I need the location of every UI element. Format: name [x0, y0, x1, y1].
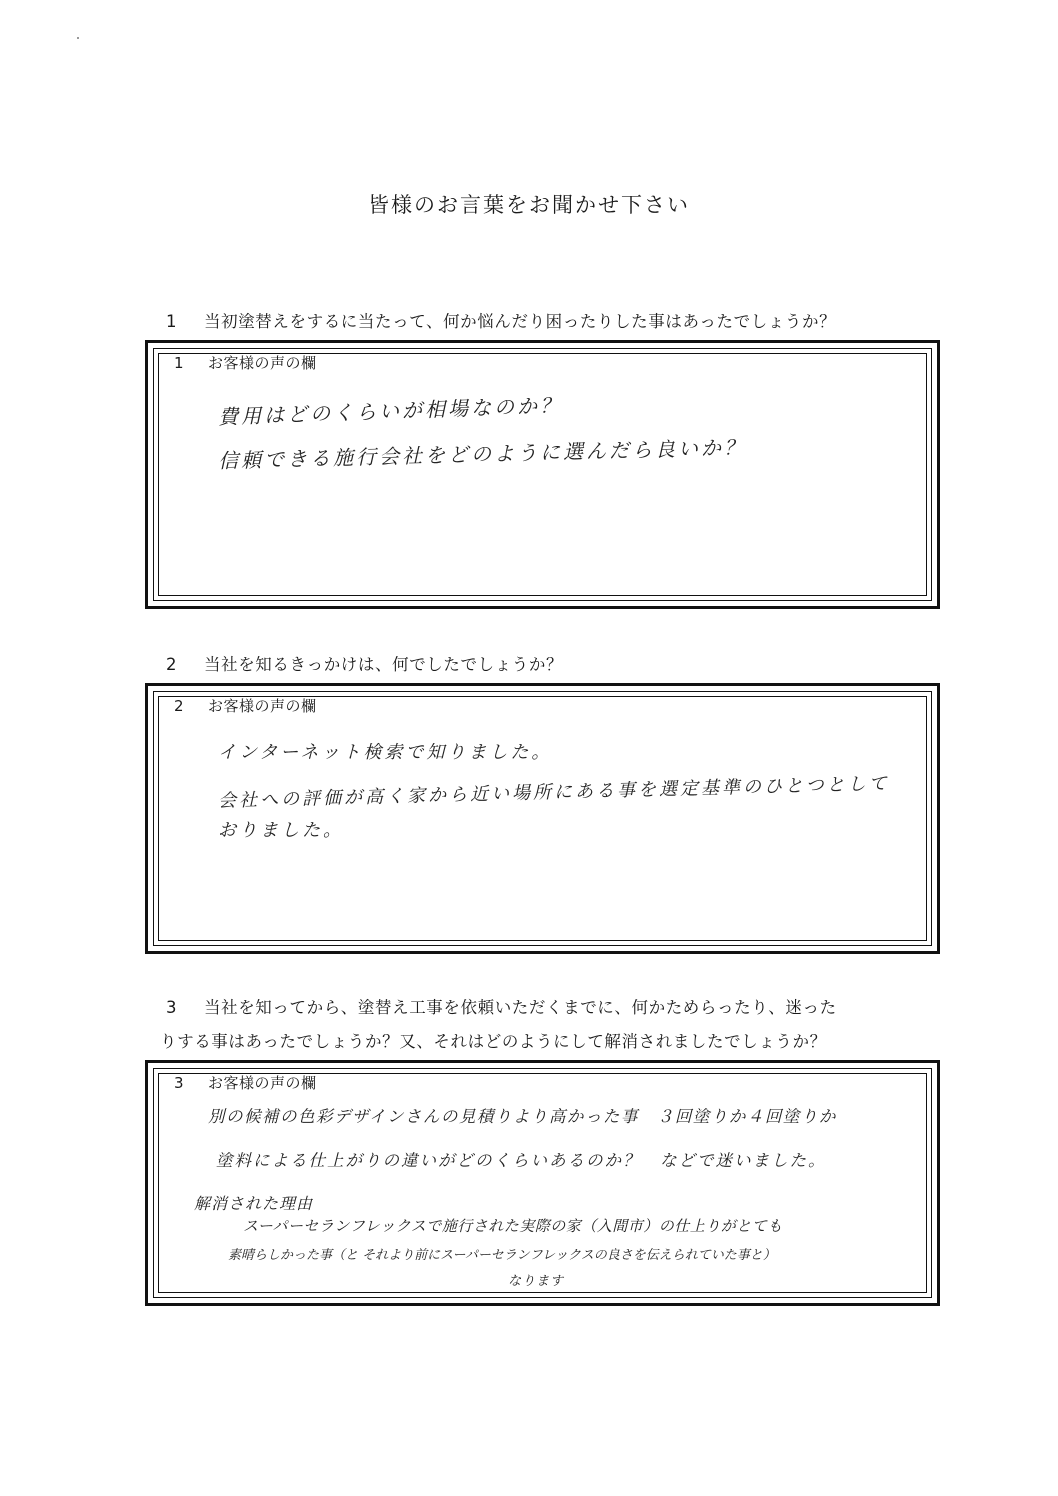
handwritten-answer-line: 信頼できる施行会社をどのように選んだら良いか？ [217, 435, 748, 473]
handwritten-answer-line: 別の候補の色彩デザインさんの見積りより高かった事 ３回塗りか４回塗りか [208, 1107, 837, 1126]
scan-speck [77, 37, 79, 39]
handwritten-answer-line: 会社への評価が高く家から近い場所にある事を選定基準のひとつとして [217, 773, 890, 812]
question-number: 3 [166, 998, 178, 1017]
handwritten-answer-line: スーパーセランフレックスで施行された実際の家（入間市）の仕上りがとても [243, 1217, 783, 1235]
question-2 [160, 648, 950, 682]
box-label: 1 お客様の声の欄 [174, 354, 317, 372]
answer-box-2 [145, 683, 940, 954]
question-number: 2 [166, 655, 178, 674]
answer-box-3 [145, 1060, 940, 1306]
question-text: 当初塗替えをするに当たって、何か悩んだり困ったりした事はあったでしょうか？ [204, 312, 837, 331]
answer-box-1 [145, 340, 940, 609]
question-text: りする事はあったでしょうか？又、それはどのようにして解消されましたでしょうか？ [160, 1032, 827, 1051]
handwritten-answer-line: インターネット検索で知りました。 [218, 742, 553, 763]
question-text: 当社を知るきっかけは、何でしたでしょうか？ [204, 655, 564, 674]
handwritten-answer-line: おりました。 [218, 820, 344, 841]
handwritten-answer-line: 塗料による仕上がりの違いがどのくらいあるのか？ などで迷いました。 [216, 1151, 827, 1170]
question-number: 1 [166, 312, 178, 331]
question-text: 当社を知ってから、塗替え工事を依頼いただくまでに、何かためらったり、迷った [204, 998, 837, 1017]
page-title: 皆様のお言葉をお聞かせ下さい [368, 193, 690, 217]
handwritten-answer-line: 費用はどのくらいが相場なのか？ [217, 392, 564, 430]
handwritten-answer-line: 解消された理由 [194, 1194, 314, 1213]
box-label: 3 お客様の声の欄 [174, 1074, 317, 1092]
handwritten-answer-line: なります [508, 1274, 565, 1289]
question-1 [160, 305, 950, 339]
box-label: 2 お客様の声の欄 [174, 697, 317, 715]
handwritten-answer-line: 素晴らしかった事（と それより前にスーパーセランフレックスの良さを伝えられていた事と） [228, 1248, 776, 1263]
question-3 [160, 991, 950, 1059]
